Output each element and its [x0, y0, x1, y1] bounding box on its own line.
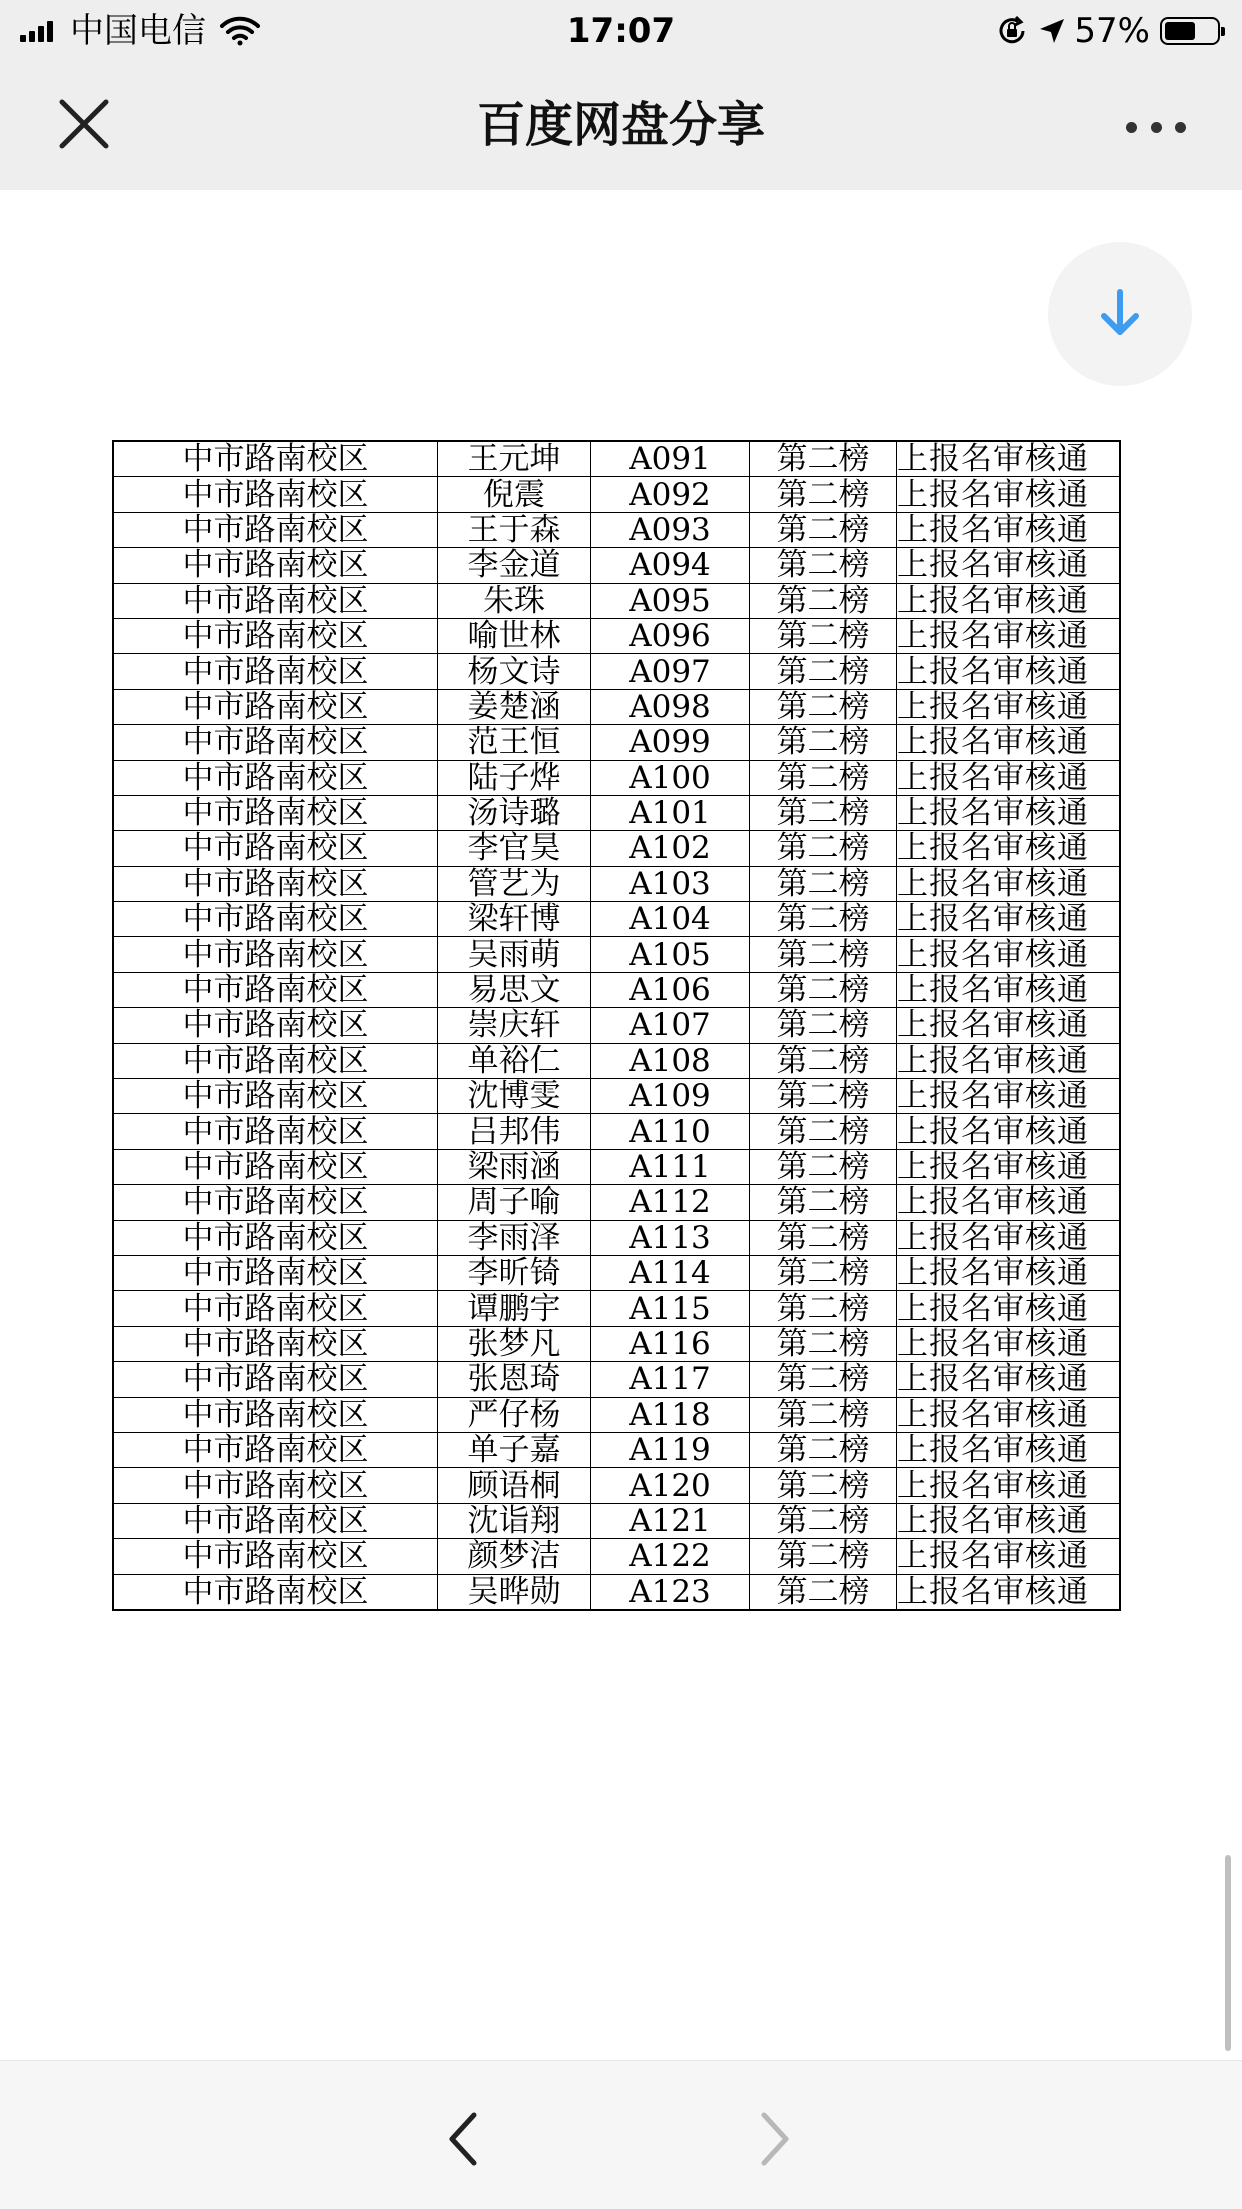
id-cell: A108: [591, 1043, 750, 1078]
table-row: [113, 902, 1120, 937]
table-row: [113, 1291, 1120, 1326]
status-cell: 上报名审核通: [897, 902, 1121, 937]
list-cell: 第二榜: [750, 1043, 897, 1078]
name-cell: 管艺为: [438, 866, 591, 901]
list-cell: 第二榜: [750, 1149, 897, 1184]
status-cell: 上报名审核通: [897, 477, 1121, 512]
table-row: [113, 937, 1120, 972]
list-cell: 第二榜: [750, 1079, 897, 1114]
status-cell: 上报名审核通: [897, 512, 1121, 547]
status-time: 17:07: [566, 11, 676, 51]
list-cell: 第二榜: [750, 1220, 897, 1255]
download-button[interactable]: [1048, 242, 1192, 386]
campus-cell: 中市路南校区: [113, 866, 438, 901]
list-cell: 第二榜: [750, 512, 897, 547]
name-cell: 李昕锜: [438, 1255, 591, 1290]
status-cell: 上报名审核通: [897, 548, 1121, 583]
id-cell: A102: [591, 831, 750, 866]
status-cell: 上报名审核通: [897, 760, 1121, 795]
list-cell: 第二榜: [750, 1114, 897, 1149]
list-cell: 第二榜: [750, 689, 897, 724]
table-row: [113, 725, 1120, 760]
name-cell: 吴雨萌: [438, 937, 591, 972]
page-title: 百度网盘分享: [476, 97, 765, 153]
status-cell: 上报名审核通: [897, 1468, 1121, 1503]
table-row: [113, 1185, 1120, 1220]
campus-cell: 中市路南校区: [113, 831, 438, 866]
campus-cell: 中市路南校区: [113, 1114, 438, 1149]
list-cell: 第二榜: [750, 1397, 897, 1432]
id-cell: A111: [591, 1149, 750, 1184]
top-bar: [0, 0, 1242, 190]
list-cell: 第二榜: [750, 1362, 897, 1397]
campus-cell: 中市路南校区: [113, 760, 438, 795]
id-cell: A099: [591, 725, 750, 760]
id-cell: A115: [591, 1291, 750, 1326]
table-row: [113, 1079, 1120, 1114]
table-row: [113, 1220, 1120, 1255]
name-cell: 崇庆轩: [438, 1008, 591, 1043]
status-cell: 上报名审核通: [897, 1255, 1121, 1290]
campus-cell: 中市路南校区: [113, 1468, 438, 1503]
table-row: [113, 512, 1120, 547]
id-cell: A092: [591, 477, 750, 512]
status-cell: 上报名审核通: [897, 725, 1121, 760]
status-cell: 上报名审核通: [897, 1539, 1121, 1574]
name-cell: 周子喻: [438, 1185, 591, 1220]
campus-cell: 中市路南校区: [113, 548, 438, 583]
campus-cell: 中市路南校区: [113, 1397, 438, 1432]
download-arrow-icon: [1094, 288, 1146, 340]
list-cell: 第二榜: [750, 654, 897, 689]
name-cell: 吴晔勋: [438, 1574, 591, 1610]
campus-cell: 中市路南校区: [113, 441, 438, 477]
id-cell: A114: [591, 1255, 750, 1290]
status-right: [996, 0, 1220, 62]
status-cell: 上报名审核通: [897, 1432, 1121, 1467]
battery-icon: [1160, 17, 1220, 45]
id-cell: A105: [591, 937, 750, 972]
status-cell: 上报名审核通: [897, 866, 1121, 901]
list-cell: 第二榜: [750, 1255, 897, 1290]
name-cell: 梁雨涵: [438, 1149, 591, 1184]
list-cell: 第二榜: [750, 1185, 897, 1220]
name-cell: 单裕仁: [438, 1043, 591, 1078]
status-cell: 上报名审核通: [897, 441, 1121, 477]
name-cell: 喻世林: [438, 618, 591, 653]
list-cell: 第二榜: [750, 725, 897, 760]
more-icon[interactable]: [1126, 112, 1186, 142]
id-cell: A107: [591, 1008, 750, 1043]
status-cell: 上报名审核通: [897, 831, 1121, 866]
table-row: [113, 1432, 1120, 1467]
name-cell: 颜梦洁: [438, 1539, 591, 1574]
list-cell: 第二榜: [750, 1574, 897, 1610]
status-cell: 上报名审核通: [897, 583, 1121, 618]
id-cell: A118: [591, 1397, 750, 1432]
id-cell: A120: [591, 1468, 750, 1503]
campus-cell: 中市路南校区: [113, 654, 438, 689]
table-row: [113, 1255, 1120, 1290]
campus-cell: 中市路南校区: [113, 512, 438, 547]
id-cell: A093: [591, 512, 750, 547]
campus-cell: 中市路南校区: [113, 1185, 438, 1220]
name-cell: 沈博雯: [438, 1079, 591, 1114]
name-cell: 杨文诗: [438, 654, 591, 689]
list-cell: 第二榜: [750, 902, 897, 937]
campus-cell: 中市路南校区: [113, 1432, 438, 1467]
table-row: [113, 654, 1120, 689]
id-cell: A109: [591, 1079, 750, 1114]
table-row: [113, 866, 1120, 901]
name-cell: 严仔杨: [438, 1397, 591, 1432]
list-cell: 第二榜: [750, 477, 897, 512]
table-row: [113, 1468, 1120, 1503]
table-row: [113, 1043, 1120, 1078]
id-cell: A117: [591, 1362, 750, 1397]
table-row: [113, 1362, 1120, 1397]
status-cell: 上报名审核通: [897, 1503, 1121, 1538]
campus-cell: 中市路南校区: [113, 1326, 438, 1361]
table-row: [113, 689, 1120, 724]
name-cell: 李官昊: [438, 831, 591, 866]
list-cell: 第二榜: [750, 583, 897, 618]
campus-cell: 中市路南校区: [113, 1574, 438, 1610]
status-cell: 上报名审核通: [897, 1043, 1121, 1078]
status-cell: 上报名审核通: [897, 1220, 1121, 1255]
table-row: [113, 1397, 1120, 1432]
name-cell: 李雨泽: [438, 1220, 591, 1255]
table-row: [113, 1326, 1120, 1361]
table-row: [113, 795, 1120, 830]
status-cell: 上报名审核通: [897, 1079, 1121, 1114]
status-cell: 上报名审核通: [897, 1185, 1121, 1220]
name-cell: 梁轩博: [438, 902, 591, 937]
campus-cell: 中市路南校区: [113, 1255, 438, 1290]
status-cell: 上报名审核通: [897, 1149, 1121, 1184]
list-cell: 第二榜: [750, 1432, 897, 1467]
name-cell: 陆子烨: [438, 760, 591, 795]
name-cell: 朱珠: [438, 583, 591, 618]
name-cell: 易思文: [438, 972, 591, 1007]
name-cell: 汤诗璐: [438, 795, 591, 830]
table-row: [113, 477, 1120, 512]
table-row: [113, 1008, 1120, 1043]
list-cell: 第二榜: [750, 1008, 897, 1043]
name-cell: 单子嘉: [438, 1432, 591, 1467]
table-row: [113, 548, 1120, 583]
campus-cell: 中市路南校区: [113, 1539, 438, 1574]
name-cell: 张恩琦: [438, 1362, 591, 1397]
id-cell: A116: [591, 1326, 750, 1361]
campus-cell: 中市路南校区: [113, 689, 438, 724]
list-cell: 第二榜: [750, 937, 897, 972]
id-cell: A113: [591, 1220, 750, 1255]
battery-percent: 57%: [1074, 11, 1150, 51]
campus-cell: 中市路南校区: [113, 1220, 438, 1255]
name-cell: 王于森: [438, 512, 591, 547]
name-cell: 范王恒: [438, 725, 591, 760]
status-cell: 上报名审核通: [897, 1008, 1121, 1043]
campus-cell: 中市路南校区: [113, 1362, 438, 1397]
list-cell: 第二榜: [750, 441, 897, 477]
campus-cell: 中市路南校区: [113, 618, 438, 653]
status-cell: 上报名审核通: [897, 1114, 1121, 1149]
name-cell: 谭鹏宇: [438, 1291, 591, 1326]
campus-cell: 中市路南校区: [113, 1503, 438, 1538]
name-cell: 倪震: [438, 477, 591, 512]
campus-cell: 中市路南校区: [113, 972, 438, 1007]
campus-cell: 中市路南校区: [113, 795, 438, 830]
forward-button[interactable]: [752, 2111, 796, 2167]
status-cell: 上报名审核通: [897, 689, 1121, 724]
list-cell: 第二榜: [750, 795, 897, 830]
id-cell: A095: [591, 583, 750, 618]
id-cell: A098: [591, 689, 750, 724]
status-cell: 上报名审核通: [897, 1291, 1121, 1326]
name-cell: 顾语桐: [438, 1468, 591, 1503]
campus-cell: 中市路南校区: [113, 1043, 438, 1078]
status-cell: 上报名审核通: [897, 795, 1121, 830]
campus-cell: 中市路南校区: [113, 725, 438, 760]
status-cell: 上报名审核通: [897, 654, 1121, 689]
list-cell: 第二榜: [750, 1468, 897, 1503]
table-row: [113, 1149, 1120, 1184]
name-cell: 王元坤: [438, 441, 591, 477]
id-cell: A112: [591, 1185, 750, 1220]
name-cell: 姜楚涵: [438, 689, 591, 724]
bottom-toolbar: [0, 2060, 1242, 2209]
campus-cell: 中市路南校区: [113, 1008, 438, 1043]
back-button[interactable]: [442, 2111, 486, 2167]
id-cell: A104: [591, 902, 750, 937]
campus-cell: 中市路南校区: [113, 1291, 438, 1326]
campus-cell: 中市路南校区: [113, 477, 438, 512]
status-cell: 上报名审核通: [897, 1397, 1121, 1432]
list-cell: 第二榜: [750, 618, 897, 653]
table-row: [113, 831, 1120, 866]
id-cell: A101: [591, 795, 750, 830]
table-row: [113, 618, 1120, 653]
campus-cell: 中市路南校区: [113, 937, 438, 972]
table-row: [113, 760, 1120, 795]
campus-cell: 中市路南校区: [113, 1149, 438, 1184]
list-cell: 第二榜: [750, 548, 897, 583]
list-cell: 第二榜: [750, 831, 897, 866]
rotation-lock-icon: [996, 15, 1028, 47]
scrollbar[interactable]: [1225, 1855, 1231, 2051]
id-cell: A121: [591, 1503, 750, 1538]
table-row: [113, 441, 1120, 477]
name-cell: 李金道: [438, 548, 591, 583]
table-row: [113, 1114, 1120, 1149]
list-cell: 第二榜: [750, 972, 897, 1007]
name-cell: 沈诣翔: [438, 1503, 591, 1538]
list-cell: 第二榜: [750, 1539, 897, 1574]
list-cell: 第二榜: [750, 1326, 897, 1361]
status-cell: 上报名审核通: [897, 1362, 1121, 1397]
table-row: [113, 1503, 1120, 1538]
id-cell: A100: [591, 760, 750, 795]
document-table: [112, 440, 1121, 1611]
status-cell: 上报名审核通: [897, 1326, 1121, 1361]
id-cell: A106: [591, 972, 750, 1007]
id-cell: A103: [591, 866, 750, 901]
campus-cell: 中市路南校区: [113, 902, 438, 937]
id-cell: A097: [591, 654, 750, 689]
name-cell: 张梦凡: [438, 1326, 591, 1361]
id-cell: A119: [591, 1432, 750, 1467]
id-cell: A110: [591, 1114, 750, 1149]
list-cell: 第二榜: [750, 866, 897, 901]
id-cell: A123: [591, 1574, 750, 1610]
status-cell: 上报名审核通: [897, 1574, 1121, 1610]
status-cell: 上报名审核通: [897, 618, 1121, 653]
campus-cell: 中市路南校区: [113, 583, 438, 618]
id-cell: A122: [591, 1539, 750, 1574]
id-cell: A094: [591, 548, 750, 583]
status-cell: 上报名审核通: [897, 972, 1121, 1007]
id-cell: A096: [591, 618, 750, 653]
id-cell: A091: [591, 441, 750, 477]
table-row: [113, 583, 1120, 618]
name-cell: 吕邦伟: [438, 1114, 591, 1149]
table-row: [113, 1539, 1120, 1574]
table-row: [113, 972, 1120, 1007]
list-cell: 第二榜: [750, 1503, 897, 1538]
table-row: [113, 1574, 1120, 1610]
list-cell: 第二榜: [750, 760, 897, 795]
carrier-label: 中国电信: [70, 11, 206, 51]
campus-cell: 中市路南校区: [113, 1079, 438, 1114]
status-cell: 上报名审核通: [897, 937, 1121, 972]
location-arrow-icon: [1038, 17, 1066, 45]
list-cell: 第二榜: [750, 1291, 897, 1326]
